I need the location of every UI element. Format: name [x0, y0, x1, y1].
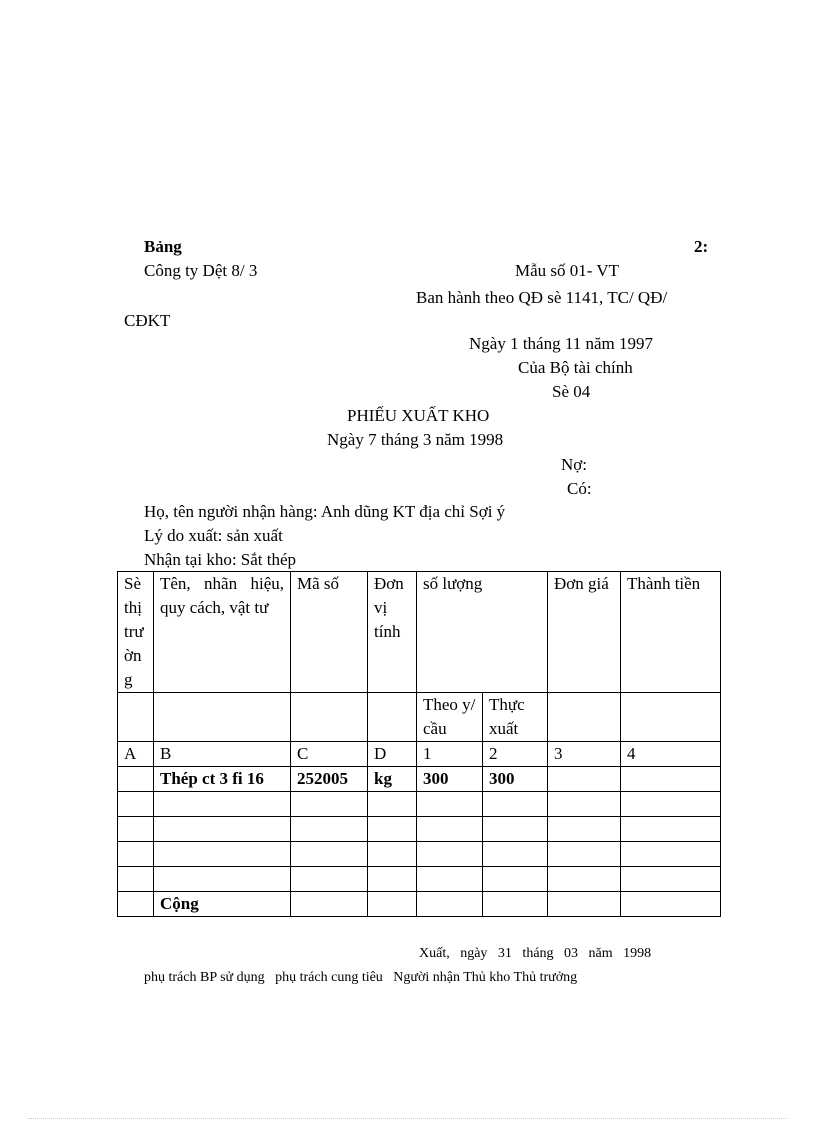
- table-cell: [368, 817, 417, 842]
- table-cell: [291, 792, 368, 817]
- item-qty-actual-cell: 300: [483, 767, 548, 792]
- item-amount-cell: [621, 767, 721, 792]
- issued-by: Ban hành theo QĐ sè 1141, TC/ QĐ/: [416, 288, 668, 307]
- table-number: 2:: [694, 237, 709, 256]
- table-cell: [417, 842, 483, 867]
- table-cell: [118, 767, 154, 792]
- header-price: Đơn giá: [548, 572, 621, 693]
- item-code-cell: 252005: [291, 767, 368, 792]
- total-label: Cộng: [154, 892, 291, 917]
- table-cell: [548, 867, 621, 892]
- reason-info: Lý do xuất: sản xuất: [144, 526, 283, 545]
- company-name: Công ty Dệt 8/ 3: [144, 261, 258, 280]
- code-cell: 3: [548, 742, 621, 767]
- code-cell: C: [291, 742, 368, 767]
- header-amount: Thành tiền: [621, 572, 721, 693]
- table-cell: [483, 817, 548, 842]
- credit-label: Có:: [567, 479, 592, 498]
- table-cell: [118, 842, 154, 867]
- issued-by-cont: CĐKT: [124, 311, 171, 330]
- signature-labels: phụ trách BP sử dụng phụ trách cung tiêu Người nhận Thủ kho Thủ trưởng: [144, 970, 578, 985]
- table-cell: [291, 817, 368, 842]
- table-cell: [483, 867, 548, 892]
- debit-label: Nợ:: [561, 455, 587, 474]
- table-cell: [548, 817, 621, 842]
- item-name-cell: Thép ct 3 fi 16: [154, 767, 291, 792]
- table-cell: [417, 867, 483, 892]
- header-code: Mã số: [291, 572, 368, 693]
- document-date: Ngày 7 tháng 3 năm 1998: [327, 430, 504, 449]
- table-cell: [548, 792, 621, 817]
- table-cell: [291, 842, 368, 867]
- code-cell: 4: [621, 742, 721, 767]
- code-cell: B: [154, 742, 291, 767]
- issue-date: Ngày 1 tháng 11 năm 1997: [469, 334, 653, 353]
- table-row: [118, 842, 721, 867]
- code-cell: D: [368, 742, 417, 767]
- issue-table: [117, 571, 721, 917]
- item-unit-cell: kg: [368, 767, 417, 792]
- table-cell: [417, 817, 483, 842]
- subheader-cell: [154, 693, 291, 742]
- code-cell: 2: [483, 742, 548, 767]
- table-cell: [118, 817, 154, 842]
- table-cell: [621, 867, 721, 892]
- form-number: Mẫu số 01- VT: [515, 261, 620, 280]
- subheader-cell: [291, 693, 368, 742]
- table-row: [118, 817, 721, 842]
- table-cell: [368, 842, 417, 867]
- page-title: PHIẾU XUẤT KHO: [347, 406, 490, 425]
- ministry: Của Bộ tài chính: [518, 358, 633, 377]
- header-stt: Sè thị trường: [118, 572, 154, 693]
- code-cell: A: [118, 742, 154, 767]
- table-cell: [483, 842, 548, 867]
- warehouse-info: Nhận tại kho: Sắt thép: [144, 550, 297, 569]
- table-cell: [621, 792, 721, 817]
- table-cell: [118, 867, 154, 892]
- subheader-cell: [368, 693, 417, 742]
- document-number: Sè 04: [552, 382, 591, 401]
- item-qty-requested-cell: 300: [417, 767, 483, 792]
- table-cell: [483, 792, 548, 817]
- total-row: [118, 892, 721, 917]
- table-header-row: [118, 572, 721, 693]
- table-cell: [417, 792, 483, 817]
- header-unit: Đơn vị tính: [368, 572, 417, 693]
- table-cell: [154, 792, 291, 817]
- subheader-cell: [548, 693, 621, 742]
- table-cell: [417, 892, 483, 917]
- table-row: [118, 767, 721, 792]
- table-cell: [483, 892, 548, 917]
- table-cell: [368, 792, 417, 817]
- code-row: [118, 742, 721, 767]
- table-subheader-row: [118, 693, 721, 742]
- receiver-info: Họ, tên người nhận hàng: Anh dũng KT địa chỉ Sợi ý: [144, 502, 506, 521]
- table-cell: [621, 842, 721, 867]
- table-cell: [291, 892, 368, 917]
- page-edge-divider: [28, 1118, 788, 1119]
- footer-date: Xuất, ngày 31 tháng 03 năm 1998: [419, 946, 652, 961]
- header-name: Tên, nhãn hiệu, quy cách, vật tư: [154, 572, 291, 693]
- table-row: [118, 792, 721, 817]
- table-cell: [368, 867, 417, 892]
- table-cell: [154, 842, 291, 867]
- table-caption: Bảng: [144, 237, 182, 256]
- table-cell: [621, 817, 721, 842]
- table-cell: [548, 892, 621, 917]
- table-cell: [154, 867, 291, 892]
- table-row: [118, 867, 721, 892]
- code-cell: 1: [417, 742, 483, 767]
- table-cell: [548, 842, 621, 867]
- item-price-cell: [548, 767, 621, 792]
- table-cell: [118, 892, 154, 917]
- table-cell: [118, 792, 154, 817]
- table-cell: [154, 817, 291, 842]
- table-cell: [368, 892, 417, 917]
- header-qty-actual: Thực xuất: [483, 693, 548, 742]
- table-cell: [621, 892, 721, 917]
- header-qty-requested: Theo y/ cầu: [417, 693, 483, 742]
- header-quantity: số lượng: [417, 572, 548, 693]
- subheader-cell: [118, 693, 154, 742]
- table-cell: [291, 867, 368, 892]
- subheader-cell: [621, 693, 721, 742]
